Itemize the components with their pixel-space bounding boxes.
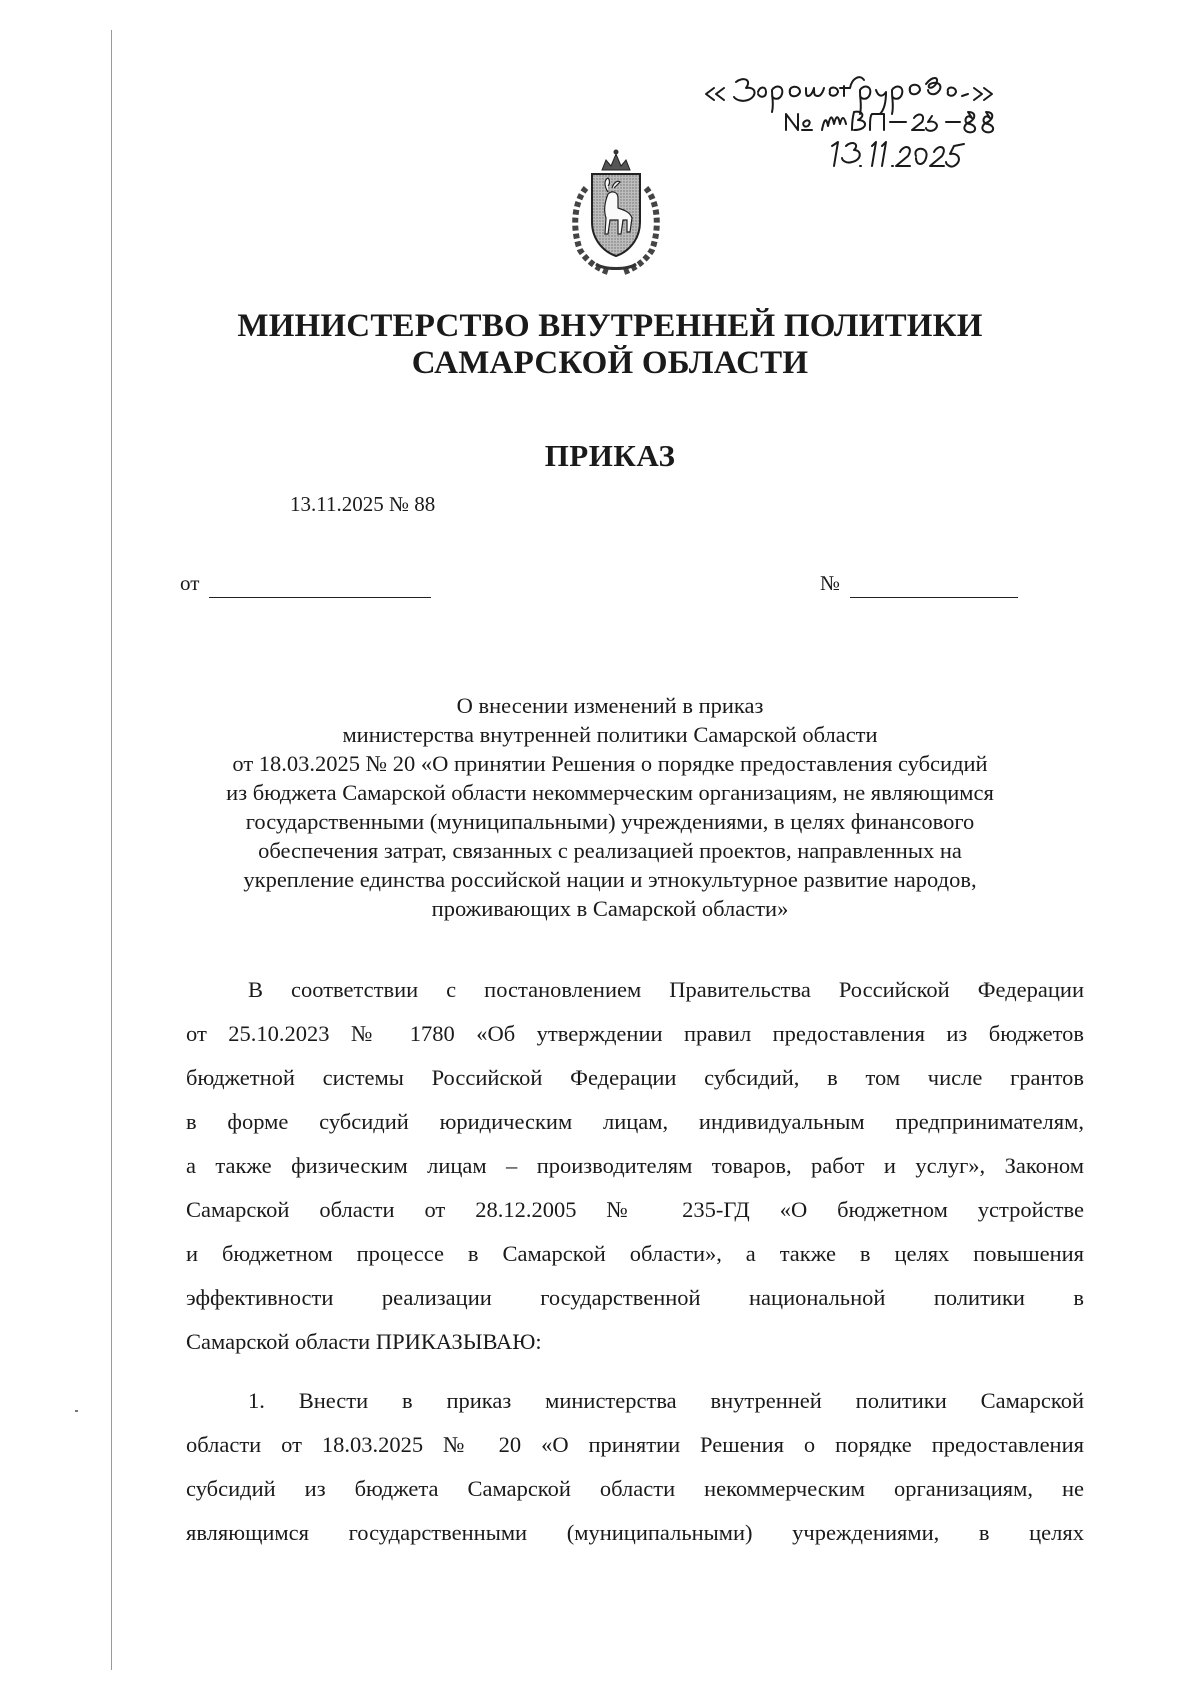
scan-margin-line [111, 30, 112, 1670]
paragraph-line: а также физическим лицам – производителям товаров, работ и услуг», Законом [186, 1153, 1084, 1178]
subject-line: проживающих в Самарской области» [431, 896, 789, 921]
ministry-name-line2: САМАРСКОЙ ОБЛАСТИ [411, 345, 809, 381]
subject-line: государственными (муниципальными) учреждениями, в целях финансового [245, 809, 975, 834]
paragraph-line: Самарской области от 28.12.2005 № 235-ГД «О бюджетном устройстве [186, 1197, 1084, 1222]
paragraph-line: области от 18.03.2025 № 20 «О принятии Решения о порядке предоставления [186, 1432, 1084, 1457]
handwritten-registration-note [700, 60, 1100, 180]
number-field-line [850, 597, 1018, 598]
coat-of-arms-emblem [566, 148, 666, 278]
preamble-paragraph [186, 968, 1084, 1364]
paragraph-line: бюджетной системы Российской Федерации субсидий, в том числе грантов [186, 1065, 1084, 1090]
subject-line: О внесении изменений в приказ [456, 693, 764, 718]
paragraph-line: от 25.10.2023 № 1780 «Об утверждении правил предоставления из бюджетов [186, 1021, 1084, 1046]
subject-line: обеспечения затрат, связанных с реализацией проектов, направленных на [258, 838, 962, 863]
subject-line: от 18.03.2025 № 20 «О принятии Решения о порядке предоставления субсидий [232, 751, 988, 776]
paragraph-line: эффективности реализации государственной национальной политики в [186, 1285, 1084, 1310]
registration-stamp: 13.11.2025 № 88 [290, 492, 436, 516]
paragraph-line: субсидий из бюджета Самарской области некоммерческим организациям, не [186, 1476, 1084, 1501]
paragraph-line: Самарской области ПРИКАЗЫВАЮ: [186, 1329, 542, 1354]
ministry-name-line1: МИНИСТЕРСТВО ВНУТРЕННЕЙ ПОЛИТИКИ [237, 308, 983, 344]
paragraph-line: и бюджетном процессе в Самарской области», а также в целях повышения [186, 1241, 1084, 1266]
number-field-label: № [820, 571, 841, 595]
date-field-line [209, 597, 431, 598]
paragraph-line: В соответствии с постановлением Правительства Российской Федерации [248, 977, 1084, 1002]
subject-line: укрепление единства российской нации и этнокультурное развитие народов, [243, 867, 977, 892]
subject-line: из бюджета Самарской области некоммерческим организациям, не являющимся [226, 780, 994, 805]
date-field-label: от [180, 571, 200, 595]
item-1-paragraph [186, 1379, 1084, 1555]
document-subject [170, 691, 1050, 923]
document-type-title: ПРИКАЗ [544, 438, 676, 473]
ministry-name [200, 308, 1020, 382]
scan-artifact [75, 1410, 78, 1412]
paragraph-line: 1. Внести в приказ министерства внутренней политики Самарской [248, 1388, 1084, 1413]
paragraph-line: являющимся государственными (муниципальными) учреждениями, в целях [186, 1520, 1084, 1545]
subject-line: министерства внутренней политики Самарской области [342, 722, 878, 747]
paragraph-line: в форме субсидий юридическим лицам, индивидуальным предпринимателям, [186, 1109, 1084, 1134]
